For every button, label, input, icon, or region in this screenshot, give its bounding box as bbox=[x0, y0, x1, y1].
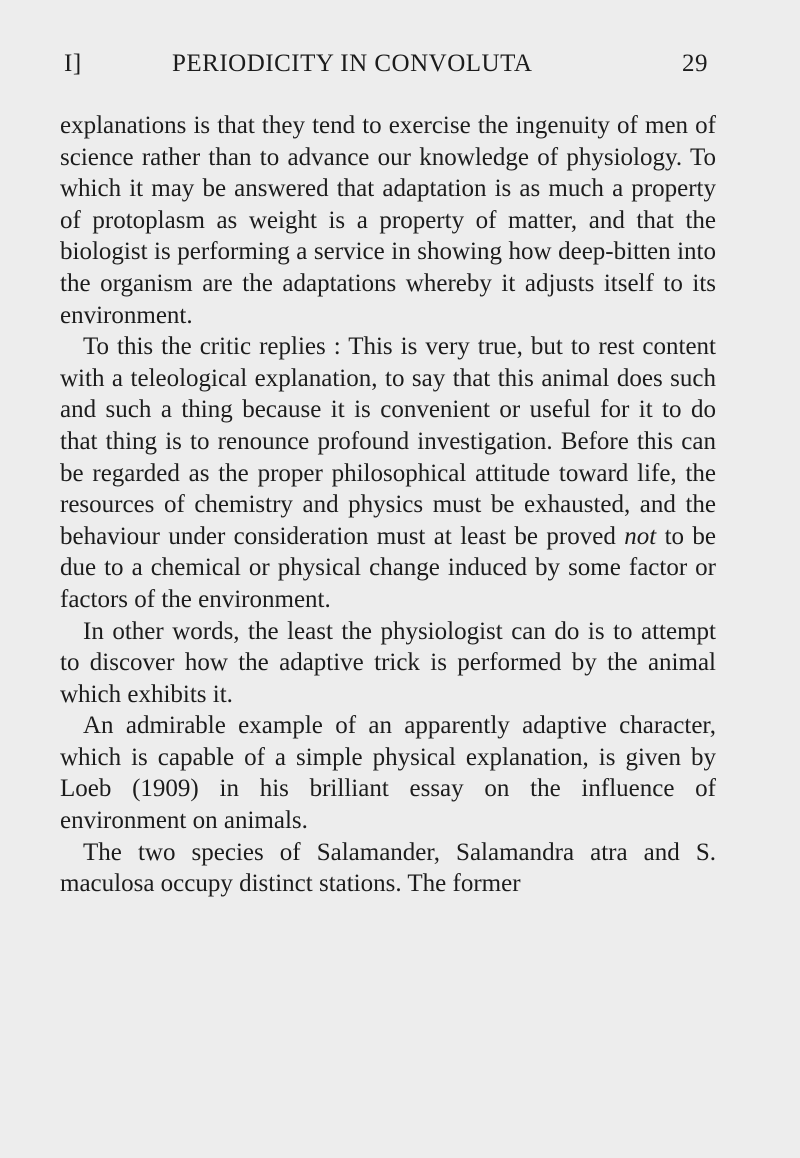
running-title: PERIODICITY IN CONVOLUTA bbox=[172, 50, 533, 77]
paragraph-4: An admirable example of an apparently adaptive character, which is capable of a simple physical explanation, is given by Loeb (1909) in his brilliant essay on the influence of environment on animals. bbox=[60, 712, 716, 835]
paragraph-2 bbox=[60, 331, 716, 615]
paragraph-1: explanations is that they tend to exercise the ingenuity of men of science rather than to advance our knowledge of physiology. To which it may be answered that adaptation is as much a property of protoplasm as weight is a property of matter, and that the biologist is performing a service in showing how deep-bitten into the organism are the adaptations whereby it adjusts itself to its environment. bbox=[60, 112, 716, 329]
paragraph-3: In other words, the least the physiologist can do is to attempt to discover how the adaptive trick is performed by the animal which exhibits it. bbox=[60, 617, 716, 708]
emphasis-not: not bbox=[624, 522, 657, 550]
chapter-number: I] bbox=[64, 50, 82, 77]
paragraph-5: The two species of Salamander, Salamandra atra and S. maculosa occupy distinct stations. The former bbox=[60, 838, 716, 898]
body-text bbox=[60, 110, 716, 900]
paragraph-2-part-2: to be due to a chemical or physical change induced by some factor or factors of the environment. bbox=[60, 522, 717, 613]
page-number: 29 bbox=[682, 50, 708, 77]
running-head bbox=[64, 50, 708, 90]
paragraph-2-part-1: To this the critic replies : This is very true, but to rest content with a teleological explanation, to say that this animal does such and such a thing because it is convenient or useful for it to do that thing is to renounce profound investigation. Before this can be regarded as the proper philosophical attitude toward life, the resources of chemistry and physics must be exhausted, and the behaviour under consideration must at least be proved bbox=[60, 333, 716, 550]
